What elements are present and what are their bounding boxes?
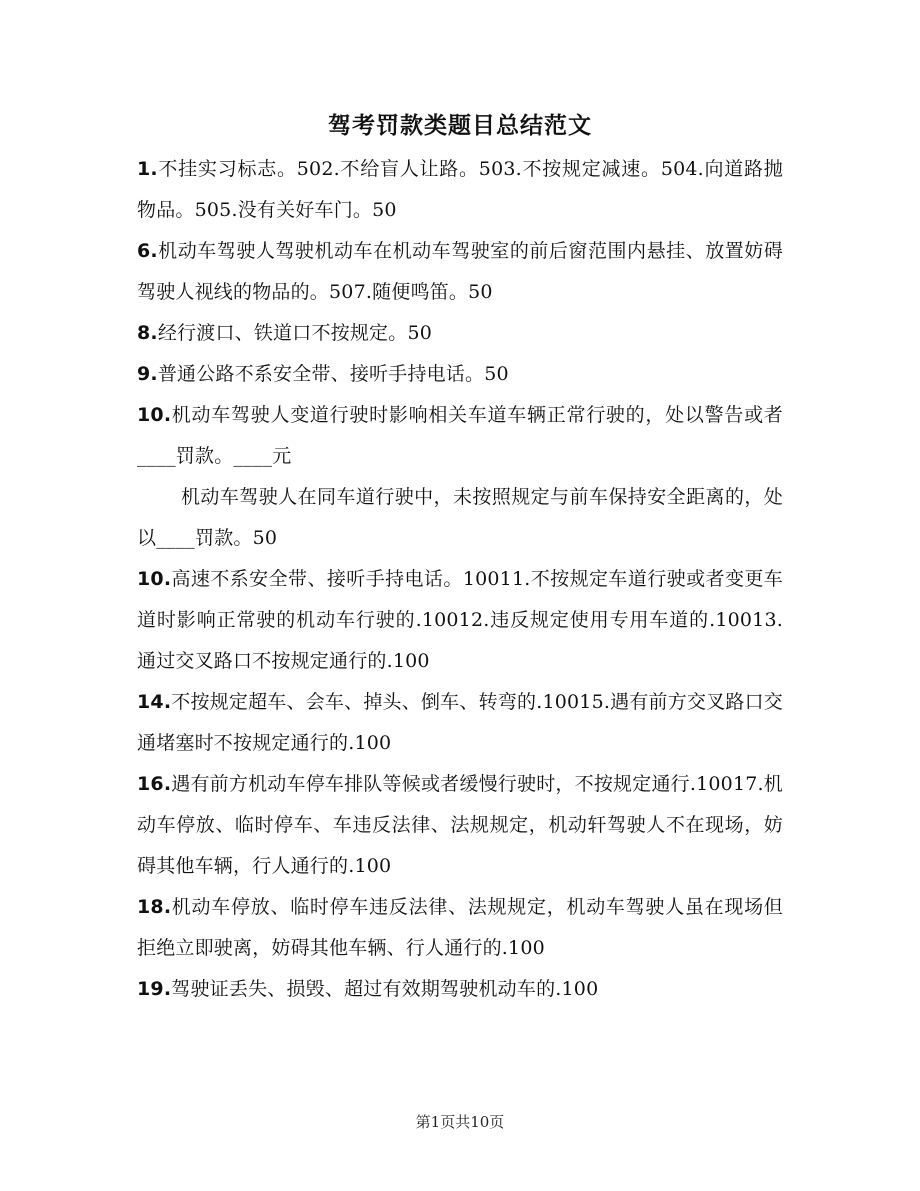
paragraph — [137, 231, 783, 313]
item-number: 8. — [137, 322, 158, 344]
paragraph — [137, 969, 783, 1010]
item-text: 驾驶证丢失、损毁、超过有效期驾驶机动车的.100 — [171, 978, 599, 1000]
item-number: 10. — [137, 404, 172, 426]
item-number: 10. — [137, 568, 172, 590]
item-text: 机动车驾驶人在同车道行驶中，未按照规定与前车保持安全距离的，处以____罚款。50 — [137, 486, 783, 549]
item-text: 高速不系安全带、接听手持电话。10011.不按规定车道行驶或者变更车道时影响正常驶的机动车行驶的.10012.违反规定使用专用车道的.10013.通过交叉路口不按规定通行的.100 — [137, 568, 783, 672]
item-text: 机动车驾驶人驾驶机动车在机动车驾驶室的前后窗范围内悬挂、放置妨碍驾驶人视线的物品的。507.随便鸣笛。50 — [137, 240, 783, 303]
paragraph — [137, 682, 783, 764]
item-text: 遇有前方机动车停车排队等候或者缓慢行驶时，不按规定通行.10017.机动车停放、临时停车、车违反法律、法规规定，机动轩驾驶人不在现场，妨碍其他车辆，行人通行的.100 — [137, 773, 783, 877]
item-text: 不按规定超车、会车、掉头、倒车、转弯的.10015.遇有前方交叉路口交通堵塞时不按规定通行的.100 — [137, 691, 783, 754]
item-number: 14. — [137, 691, 172, 713]
paragraph — [137, 354, 783, 395]
item-text: 经行渡口、铁道口不按规定。50 — [157, 322, 433, 344]
item-text: 机动车驾驶人变道行驶时影响相关车道车辆正常行驶的，处以警告或者____罚款。____元 — [137, 404, 783, 467]
paragraph — [137, 559, 783, 682]
paragraph — [137, 887, 783, 969]
item-number: 9. — [137, 363, 158, 385]
page-footer: 第1页共10页 — [415, 1113, 505, 1131]
paragraph — [137, 149, 783, 231]
document-body — [137, 149, 783, 1010]
item-text: 机动车停放、临时停车违反法律、法规规定，机动车驾驶人虽在现场但拒绝立即驶离，妨碍其他车辆、行人通行的.100 — [137, 896, 783, 959]
paragraph — [137, 764, 783, 887]
item-number: 6. — [137, 240, 158, 262]
item-number: 16. — [137, 773, 172, 795]
paragraph — [137, 395, 783, 477]
paragraph — [137, 477, 783, 559]
item-text: 普通公路不系安全带、接听手持电话。50 — [157, 363, 509, 385]
item-number: 19. — [137, 978, 172, 1000]
item-number: 18. — [137, 896, 172, 918]
document-title: 驾考罚款类题目总结范文 — [328, 112, 592, 139]
item-number: 1. — [137, 158, 158, 180]
item-text: 不挂实习标志。502.不给盲人让路。503.不按规定减速。504.向道路抛物品。505.没有关好车门。50 — [137, 158, 783, 221]
paragraph — [137, 313, 783, 354]
